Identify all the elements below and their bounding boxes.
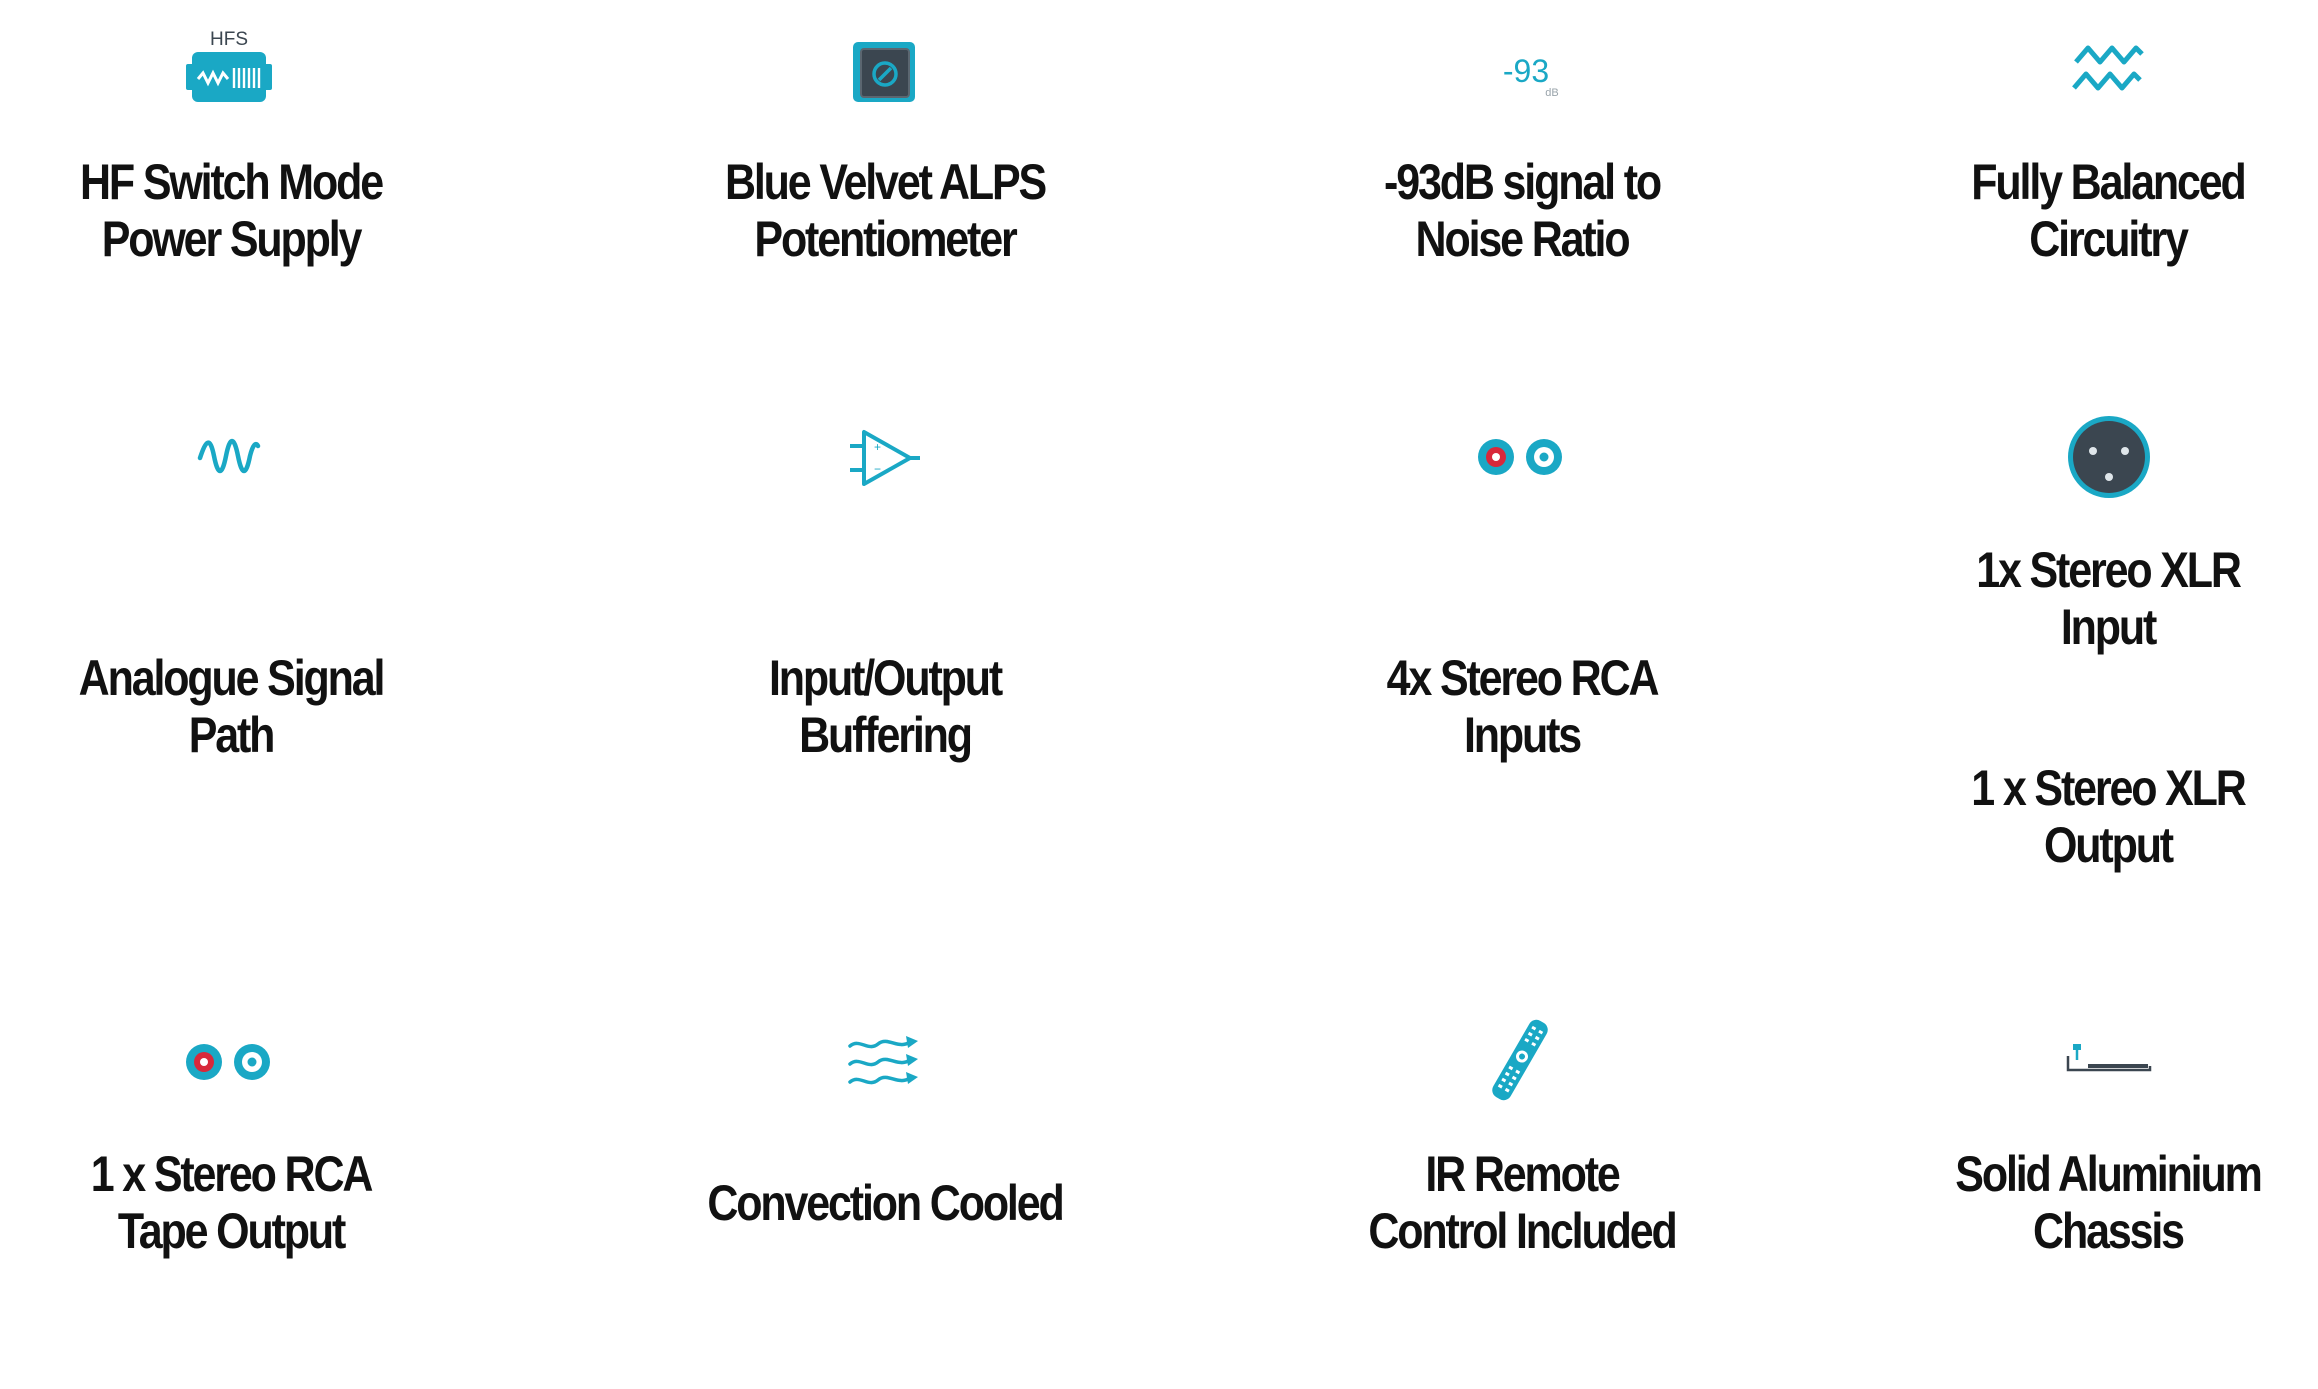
svg-text:−: − — [874, 462, 882, 476]
rca-connectors-icon — [1476, 436, 1566, 478]
feature-label-balanced — [1919, 154, 2297, 268]
feature-label-line: Control Included — [1368, 1203, 1676, 1259]
feature-label-line: Input/Output — [768, 650, 1002, 706]
feature-label-line: Inputs — [1463, 707, 1581, 763]
feature-label-line: 1 x Stereo XLR — [1971, 760, 2245, 816]
feature-label-line: Power Supply — [101, 211, 361, 267]
feature-label-line: 1x Stereo XLR — [1976, 542, 2240, 598]
feature-label-line: IR Remote — [1425, 1146, 1619, 1202]
feature-label-hf-switch-mode — [42, 154, 420, 268]
feature-label-rca-inputs — [1333, 650, 1711, 764]
feature-label-line: 4x Stereo RCA — [1386, 650, 1658, 706]
svg-text:+: + — [874, 440, 882, 454]
balanced-circuit-icon — [2072, 40, 2144, 102]
feature-label-line: HF Switch Mode — [80, 154, 382, 210]
feature-label-line: Circuitry — [2029, 211, 2187, 267]
aluminium-chassis-icon — [2062, 1042, 2154, 1076]
feature-label-line: Analogue Signal — [78, 650, 384, 706]
snr-icon-unit: dB — [1545, 87, 1559, 98]
hf-switch-mode-icon — [186, 26, 272, 110]
feature-label-potentiometer — [696, 154, 1074, 268]
snr-icon-value: -93 — [1502, 53, 1550, 89]
feature-label-line: Blue Velvet ALPS — [724, 154, 1046, 210]
remote-control-icon — [1484, 1014, 1556, 1106]
hfs-icon-text: HFS — [210, 29, 248, 50]
feature-label-line: Convection Cooled — [707, 1175, 1063, 1231]
feature-label-line: Fully Balanced — [1971, 154, 2245, 210]
feature-label-tape-output — [42, 1146, 420, 1260]
potentiometer-icon — [850, 39, 918, 105]
snr-icon — [1486, 46, 1572, 98]
buffer-amplifier-icon — [848, 428, 920, 488]
feature-label-chassis — [1919, 1146, 2297, 1260]
feature-label-line: Potentiometer — [754, 211, 1016, 267]
feature-label-line: Chassis — [2033, 1203, 2183, 1259]
feature-label-line: -93dB signal to — [1384, 154, 1660, 210]
feature-label-line: 1 x Stereo RCA — [90, 1146, 372, 1202]
convection-air-icon — [846, 1034, 920, 1092]
xlr-connector-icon — [2066, 414, 2152, 500]
feature-label-line: Output — [2043, 817, 2172, 873]
feature-label-convection — [696, 1175, 1074, 1232]
feature-label-ir-remote — [1333, 1146, 1711, 1260]
analogue-wave-icon — [196, 430, 262, 482]
feature-label-line: Tape Output — [117, 1203, 345, 1259]
feature-label-analogue — [42, 650, 420, 764]
feature-label-line: Buffering — [799, 707, 971, 763]
feature-label-xlr-output — [1919, 760, 2297, 874]
rca-connectors-icon — [184, 1041, 274, 1083]
feature-label-line: Noise Ratio — [1415, 211, 1629, 267]
feature-label-line: Input — [2060, 599, 2156, 655]
feature-label-buffering — [696, 650, 1074, 764]
feature-label-snr — [1333, 154, 1711, 268]
feature-label-line: Solid Aluminium — [1955, 1146, 2261, 1202]
feature-label-xlr-input — [1919, 542, 2297, 656]
feature-label-line: Path — [188, 707, 274, 763]
